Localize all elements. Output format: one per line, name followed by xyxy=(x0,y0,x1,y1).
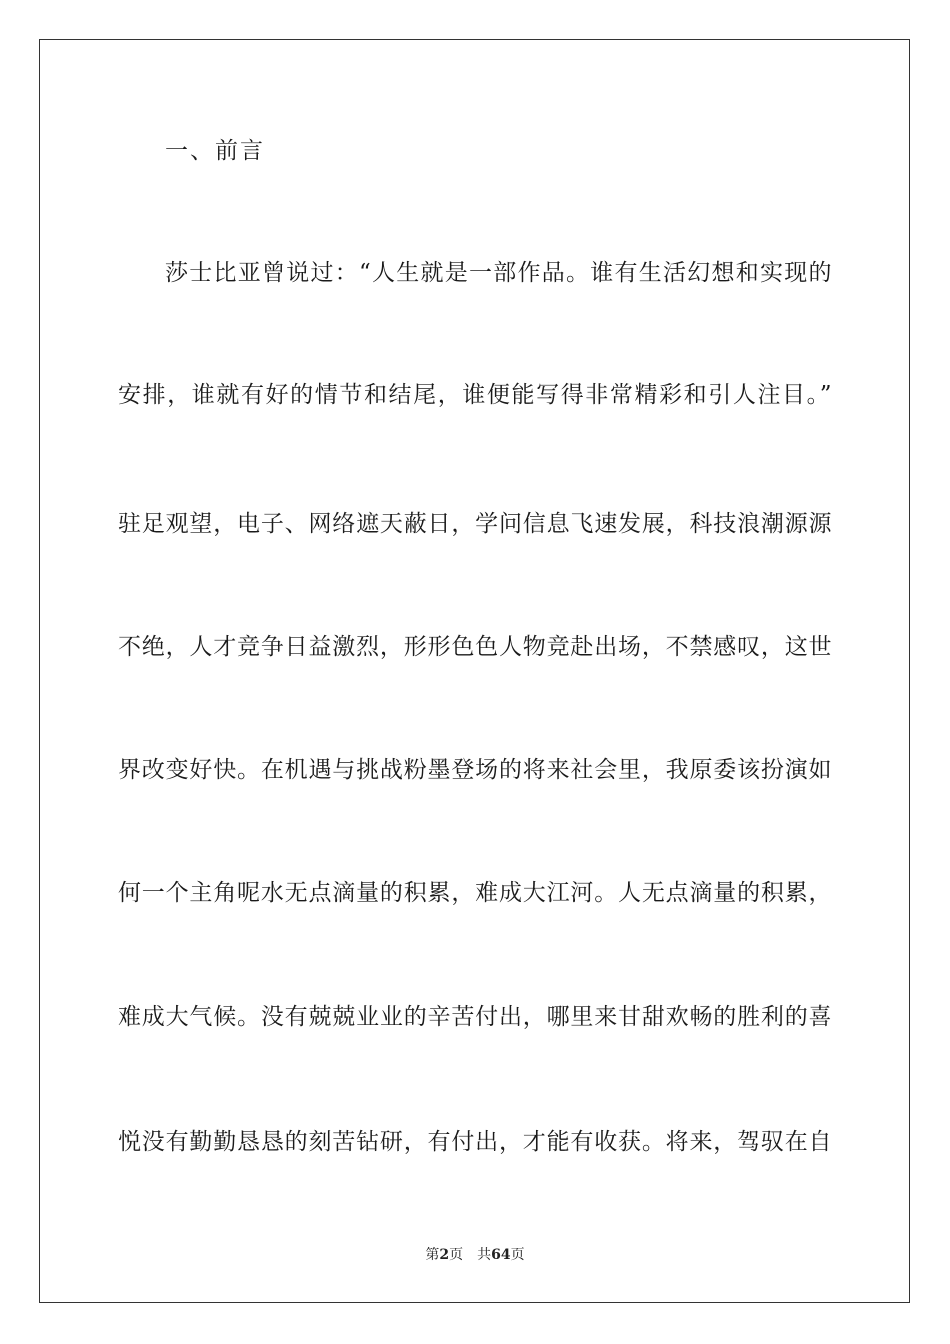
page-border xyxy=(39,39,910,1303)
total-prefix: 共 xyxy=(477,1247,492,1263)
page-prefix: 第 xyxy=(425,1247,440,1263)
paragraph-line: 莎士比亚曾说过：“人生就是一部作品。谁有生活幻想和实现的 xyxy=(165,260,832,286)
total-suffix: 页 xyxy=(510,1247,525,1263)
page-number: 2 xyxy=(439,1247,450,1263)
paragraph-line: 驻足观望，电子、网络遮天蔽日，学问信息飞速发展，科技浪潮源源 xyxy=(118,511,832,537)
section-heading: 一、前言 xyxy=(165,138,265,164)
paragraph-line: 界改变好快。在机遇与挑战粉墨登场的将来社会里，我原委该扮演如 xyxy=(118,757,832,783)
paragraph-line: 何一个主角呢水无点滴量的积累，难成大江河。人无点滴量的积累， xyxy=(118,880,832,906)
paragraph-line: 安排，谁就有好的情节和结尾，谁便能写得非常精彩和引人注目。” xyxy=(118,382,832,408)
page-footer xyxy=(0,1246,950,1264)
total-pages: 64 xyxy=(491,1247,511,1263)
page-suffix: 页 xyxy=(449,1247,464,1263)
paragraph-line: 难成大气候。没有兢兢业业的辛苦付出，哪里来甘甜欢畅的胜利的喜 xyxy=(118,1004,832,1030)
paragraph-line: 不绝，人才竞争日益激烈，形形色色人物竞赴出场，不禁感叹，这世 xyxy=(118,634,832,660)
paragraph-line: 悦没有勤勤恳恳的刻苦钻研，有付出，才能有收获。将来，驾驭在自 xyxy=(118,1129,832,1155)
